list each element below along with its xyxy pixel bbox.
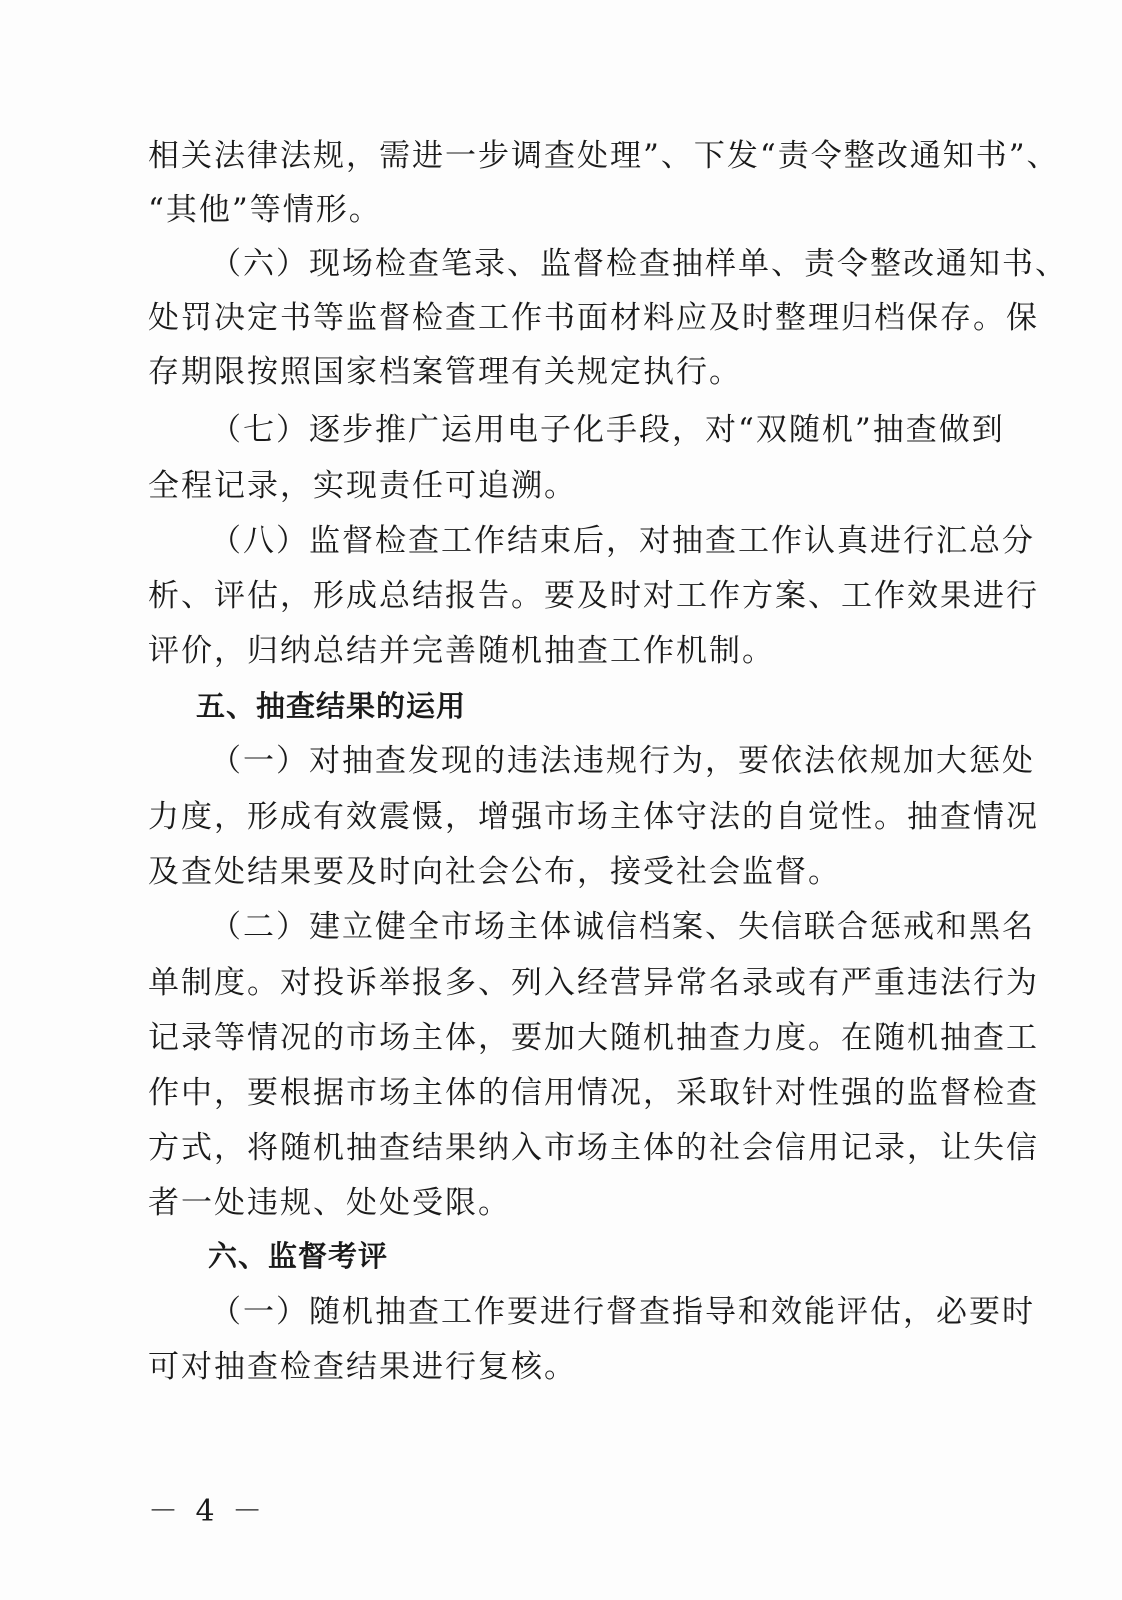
body-line: 者一处违规、处处受限。 — [148, 1185, 511, 1221]
body-line: 及查处结果要及时向社会公布，接受社会监督。 — [148, 854, 841, 890]
body-line: 析、评估，形成总结报告。要及时对工作方案、工作效果进行 — [148, 578, 1039, 614]
paragraph-line: （一）随机抽查工作要进行督查指导和效能评估，必要时 — [210, 1294, 1035, 1330]
body-line: 全程记录，实现责任可追溯。 — [148, 468, 577, 504]
section-heading: 六、监督考评 — [208, 1239, 389, 1273]
body-line: 单制度。对投诉举报多、列入经营异常名录或有严重违法行为 — [148, 965, 1039, 1001]
body-line: 作中，要根据市场主体的信用情况，采取针对性强的监督检查 — [148, 1075, 1039, 1111]
section-heading: 五、抽查结果的运用 — [196, 689, 467, 723]
body-line: 可对抽查检查结果进行复核。 — [148, 1349, 577, 1385]
body-line: “其他”等情形。 — [148, 192, 382, 228]
body-line: 力度，形成有效震慑，增强市场主体守法的自觉性。抽查情况 — [148, 799, 1039, 835]
body-line: 存期限按照国家档案管理有关规定执行。 — [148, 354, 742, 390]
body-line: 方式，将随机抽查结果纳入市场主体的社会信用记录，让失信 — [148, 1130, 1039, 1166]
body-line: 相关法律法规，需进一步调查处理”、下发“责令整改通知书”、 — [148, 138, 1060, 174]
body-line: 记录等情况的市场主体，要加大随机抽查力度。在随机抽查工 — [148, 1020, 1039, 1056]
paragraph-line: （二）建立健全市场主体诚信档案、失信联合惩戒和黑名 — [210, 909, 1035, 945]
paragraph-line: （八）监督检查工作结束后，对抽查工作认真进行汇总分 — [210, 523, 1035, 559]
paragraph-line: （七）逐步推广运用电子化手段，对“双随机”抽查做到 — [210, 412, 1005, 448]
body-line: 处罚决定书等监督检查工作书面材料应及时整理归档保存。保 — [148, 300, 1039, 336]
paragraph-line: （一）对抽查发现的违法违规行为，要依法依规加大惩处 — [210, 743, 1035, 779]
body-line: 评价，归纳总结并完善随机抽查工作机制。 — [148, 633, 775, 669]
paragraph-line: （六）现场检查笔录、监督检查抽样单、责令整改通知书、 — [210, 246, 1068, 282]
page-number: － 4 － — [148, 1494, 267, 1529]
